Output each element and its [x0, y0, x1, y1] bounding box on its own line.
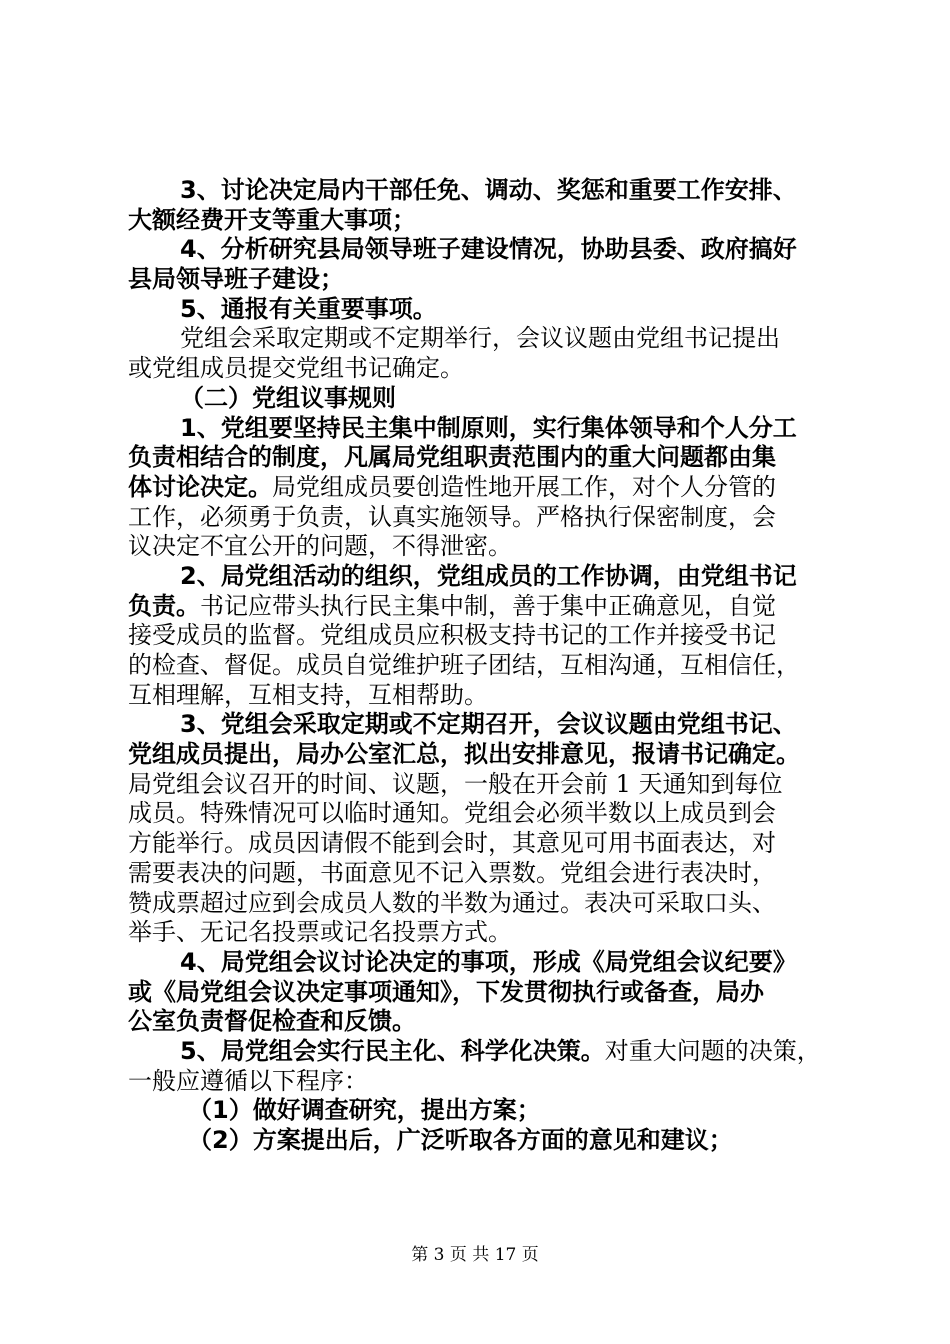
text-line: 一般应遵循以下程序：	[128, 1066, 368, 1095]
text-line: 4、局党组会议讨论决定的事项，形成《局党组会议纪要》	[180, 947, 797, 976]
text-line: 或党组成员提交党组书记确定。	[128, 354, 464, 383]
text-bold-span: 体讨论决定。	[128, 472, 272, 501]
text-line: 3、党组会采取定期或不定期召开，会议议题由党组书记、	[180, 710, 797, 739]
text-regular-span: 对重大问题的决策，	[604, 1036, 821, 1065]
text-line: 4、分析研究县局领导班子建设情况，协助县委、政府搞好	[180, 235, 797, 264]
text-line: 举手、无记名投票或记名投票方式。	[128, 918, 512, 947]
text-line	[128, 473, 834, 503]
text-line: 党组会采取定期或不定期举行，会议议题由党组书记提出	[180, 324, 780, 353]
text-line: 的检查、督促。成员自觉维护班子团结，互相沟通，互相信任，	[128, 651, 800, 679]
text-line: 5、通报有关重要事项。	[180, 294, 437, 323]
text-bold-span: 5、局党组会实行民主化、科学化决策。	[180, 1036, 605, 1065]
section-heading: （二）党组议事规则	[180, 383, 396, 412]
text-line: 局党组会议召开的时间、议题，一般在开会前 1 天通知到每位	[128, 769, 783, 798]
text-line: 互相理解，互相支持，互相帮助。	[128, 680, 488, 709]
text-regular-span: 书记应带头执行民主集中制，善于集中正确意见，自觉	[200, 591, 776, 620]
text-line	[128, 1037, 834, 1067]
text-line: 公室负责督促检查和反馈。	[128, 1007, 416, 1036]
text-line: 赞成票超过应到会成员人数的半数为通过。表决可采取口头、	[128, 888, 776, 917]
text-line: 负责相结合的制度，凡属局党组职责范围内的重大问题都由集	[128, 443, 776, 472]
text-line: 工作，必须勇于负责，认真实施领导。严格执行保密制度，会	[128, 502, 776, 531]
text-line: 成员。特殊情况可以临时通知。党组会必须半数以上成员到会	[128, 799, 776, 828]
list-item: （1）做好调查研究，提出方案；	[188, 1096, 541, 1125]
text-line: 或《局党组会议决定事项通知》，下发贯彻执行或备查，局办	[128, 977, 764, 1006]
text-line: 3、讨论决定局内干部任免、调动、奖惩和重要工作安排、	[180, 176, 797, 204]
text-line: 1、党组要坚持民主集中制原则，实行集体领导和个人分工	[180, 413, 797, 442]
text-regular-span: 局党组成员要创造性地开展工作，对个人分管的	[272, 472, 776, 501]
text-line: 议决定不宜公开的问题，不得泄密。	[128, 532, 512, 561]
text-line: 县局领导班子建设；	[128, 265, 344, 294]
list-item: （2）方案提出后，广泛听取各方面的意见和建议；	[188, 1126, 733, 1154]
text-line: 2、局党组活动的组织，党组成员的工作协调，由党组书记	[180, 561, 797, 590]
text-line: 接受成员的监督。党组成员应积极支持书记的工作并接受书记	[128, 621, 776, 650]
text-line: 大额经费开支等重大事项；	[128, 205, 416, 234]
page-number-footer: 第 3 页 共 17 页	[411, 1245, 539, 1265]
text-line: 方能举行。成员因请假不能到会时，其意见可用书面表达，对	[128, 829, 776, 858]
text-line: 需要表决的问题，书面意见不记入票数。党组会进行表决时，	[128, 858, 776, 887]
document-body	[128, 176, 834, 1156]
text-line	[128, 592, 834, 622]
text-bold-span: 负责。	[128, 591, 200, 620]
text-line: 党组成员提出，局办公室汇总，拟出安排意见，报请书记确定。	[128, 740, 800, 769]
